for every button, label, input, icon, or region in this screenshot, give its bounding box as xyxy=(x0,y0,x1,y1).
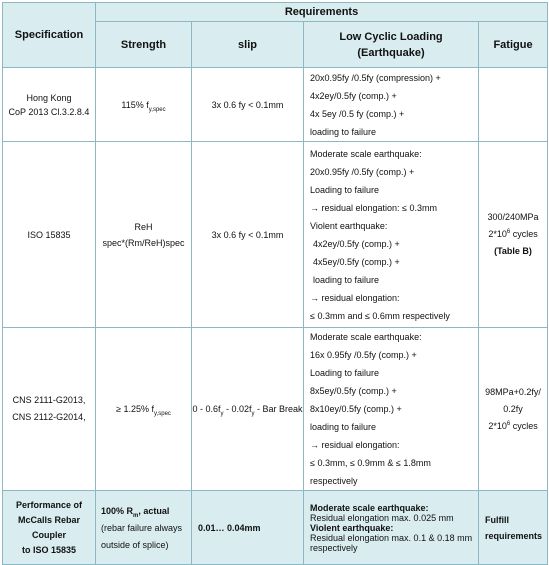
strength-iso-line2: spec*(Rm/ReH)spec xyxy=(102,237,185,248)
spec-hongkong xyxy=(3,68,96,142)
spec-cns xyxy=(3,328,96,491)
fatigue-iso-line3: (Table B) xyxy=(494,246,532,256)
lcl-mccalls-heading-moderate: Moderate scale earthquake: xyxy=(310,502,429,513)
strength-cns xyxy=(96,328,192,491)
lcl-mccalls-text-moderate: Residual elongation max. 0.025 mm xyxy=(310,512,454,523)
slip-cns-sub-b: y xyxy=(251,410,255,417)
strength-mccalls xyxy=(96,491,192,565)
requirements-table xyxy=(2,2,548,565)
lcl-cns xyxy=(304,328,479,491)
fatigue-cns-line2: 0.2fy xyxy=(503,403,523,414)
lcl-hongkong-line: 4x 5ey /0.5 fy (comp.) + xyxy=(310,108,405,119)
lcl-mccalls-text-violent-cont: respectively xyxy=(310,542,358,553)
lcl-cns-line: ≤ 0.3mm, ≤ 0.9mm & ≤ 1.8mm respectively xyxy=(310,458,431,486)
strength-cns-main: ≥ 1.25% f xyxy=(116,404,155,414)
strength-mccalls-post: , actual xyxy=(138,505,170,516)
slip-cns xyxy=(192,328,304,491)
fatigue-hongkong xyxy=(479,68,548,142)
fatigue-iso-cycles-exp: 6 xyxy=(506,229,511,235)
lcl-hongkong xyxy=(304,68,479,142)
spec-cns-line1: CNS 2111-G2013, xyxy=(12,395,86,405)
spec-mccalls xyxy=(3,491,96,565)
strength-mccalls-line1 xyxy=(101,502,191,520)
slip-iso: 3x 0.6 fy < 0.1mm xyxy=(192,142,304,328)
lcl-iso-line: 4x5ey/0.5fy (comp.) + xyxy=(313,256,400,267)
lcl-cns-line: 8x5ey/0.5fy (comp.) + xyxy=(310,386,397,396)
spec-mccalls-line3: to ISO 15835 xyxy=(21,544,77,555)
requirements-table-wrapper xyxy=(2,2,547,554)
strength-hongkong-main: 115% f xyxy=(121,99,149,110)
lcl-mccalls-heading-violent: Violent earthquake: xyxy=(310,522,394,533)
strength-mccalls-line3: outside of splice) xyxy=(101,539,169,550)
header-low-cyclic-loading xyxy=(304,22,479,68)
spec-cns-line2: CNS 2112-G2014, xyxy=(12,412,86,422)
table-row-hongkong xyxy=(3,68,548,142)
strength-iso-line1: ReH xyxy=(134,221,153,232)
fatigue-iso xyxy=(479,142,548,328)
lcl-iso xyxy=(304,142,479,328)
slip-hongkong: 3x 0.6 fy < 0.1mm xyxy=(192,68,304,142)
lcl-iso-line: → residual elongation: ≤ 0.3mm xyxy=(310,202,438,213)
lcl-iso-line: 20x0.95fy /0.5fy (comp.) + xyxy=(310,166,415,177)
lcl-cns-line: Moderate scale earthquake: xyxy=(310,332,422,342)
lcl-cns-line: 8x10ey/0.5fy (comp.) + xyxy=(310,404,402,414)
fatigue-cns-line1: 98MPa+0.2fy/ xyxy=(485,386,541,397)
header-strength: Strength xyxy=(96,22,192,68)
lcl-cns-line: 16x 0.95fy /0.5fy (comp.) + xyxy=(310,350,417,360)
fatigue-mccalls-line2: requirements xyxy=(485,530,543,541)
fatigue-cns-cycles-base: 2*10 xyxy=(488,420,507,431)
strength-mccalls-line2: (rebar failure always xyxy=(101,522,183,533)
header-requirements: Requirements xyxy=(96,3,548,22)
lcl-hongkong-line: 4x2ey/0.5fy (comp.) + xyxy=(310,90,397,101)
table-row-iso xyxy=(3,142,548,328)
fatigue-cns-line3 xyxy=(479,418,547,435)
lcl-iso-line: Loading to failure xyxy=(310,184,380,195)
fatigue-iso-line2 xyxy=(479,226,547,243)
fatigue-cns-cycles-unit: cycles xyxy=(510,420,538,431)
spec-hongkong-line2: CoP 2013 Cl.3.2.8.4 xyxy=(8,106,90,117)
strength-mccalls-sub: m xyxy=(133,512,139,519)
header-fatigue: Fatigue xyxy=(479,22,548,68)
strength-cns-sub: y,spec xyxy=(154,410,171,417)
strength-mccalls-main: 100% R xyxy=(101,505,134,516)
spec-hongkong-line1: Hong Kong xyxy=(26,92,72,103)
lcl-iso-line: Violent earthquake: xyxy=(310,220,388,231)
table-row-mccalls xyxy=(3,491,548,565)
lcl-cns-line: → residual elongation: xyxy=(310,440,400,450)
fatigue-mccalls-line1: Fulfill xyxy=(485,514,509,525)
header-specification: Specification xyxy=(3,3,96,68)
slip-cns-part-a: 0 - 0.6f xyxy=(192,404,221,414)
lcl-hongkong-line: 20x0.95fy /0.5fy (compression) + xyxy=(310,72,441,83)
header-slip: slip xyxy=(192,22,304,68)
fatigue-mccalls xyxy=(479,491,548,565)
spec-mccalls-line2: McCalls Rebar Coupler xyxy=(17,514,81,540)
slip-cns-part-c: - Bar Break xyxy=(254,404,303,414)
lcl-iso-line: → residual elongation: xyxy=(310,292,400,303)
table-row-cns xyxy=(3,328,548,491)
fatigue-cns xyxy=(479,328,548,491)
spec-mccalls-line1: Performance of xyxy=(15,499,83,510)
fatigue-iso-cycles-unit: cycles xyxy=(510,229,538,239)
slip-mccalls: 0.01… 0.04mm xyxy=(192,491,304,565)
lcl-iso-line: Moderate scale earthquake: xyxy=(310,148,422,159)
strength-iso xyxy=(96,142,192,328)
strength-hongkong-sub: y,spec xyxy=(148,106,166,113)
lcl-iso-line: 4x2ey/0.5fy (comp.) + xyxy=(313,238,400,249)
strength-hongkong xyxy=(96,68,192,142)
lcl-mccalls xyxy=(304,491,479,565)
lcl-mccalls-text-violent: Residual elongation max. 0.1 & 0.18 mm xyxy=(310,532,473,543)
lcl-cns-line: Loading to failure xyxy=(310,368,380,378)
fatigue-cns-cycles-exp: 6 xyxy=(506,420,511,427)
lcl-cns-line: loading to failure xyxy=(310,422,377,432)
slip-cns-sub-a: y xyxy=(220,410,224,417)
header-lcl-line2: (Earthquake) xyxy=(357,46,425,59)
spec-iso: ISO 15835 xyxy=(3,142,96,328)
lcl-iso-line: loading to failure xyxy=(313,274,380,285)
header-lcl-line1: Low Cyclic Loading xyxy=(339,30,443,43)
fatigue-iso-line1: 300/240MPa xyxy=(487,212,539,222)
lcl-hongkong-line: loading to failure xyxy=(310,126,377,137)
header-row-top xyxy=(3,3,548,22)
fatigue-iso-cycles-base: 2*10 xyxy=(488,229,507,239)
slip-cns-part-b: - 0.02f xyxy=(223,404,252,414)
lcl-iso-line: ≤ 0.3mm and ≤ 0.6mm respectively xyxy=(310,310,450,321)
